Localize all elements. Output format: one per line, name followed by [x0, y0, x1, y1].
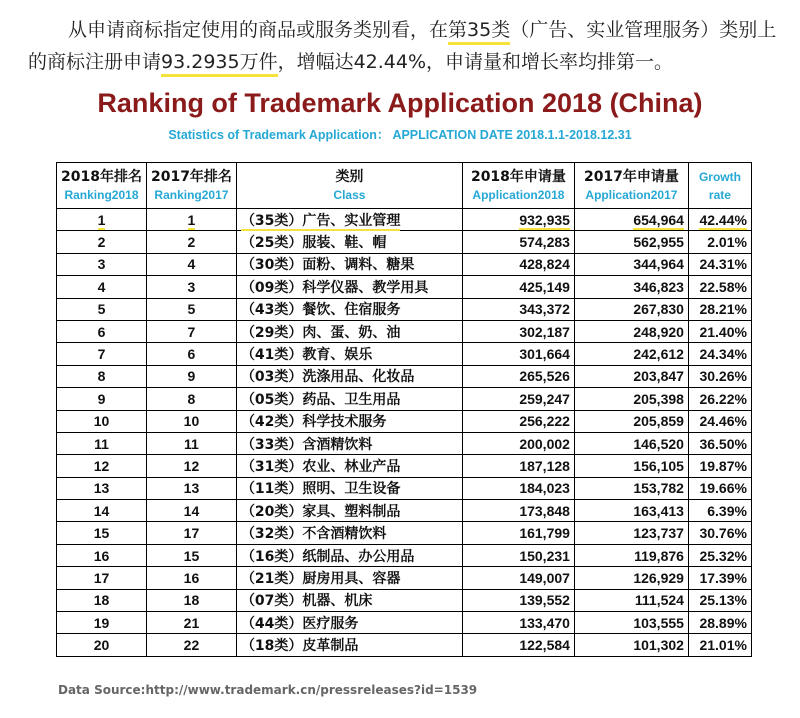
cell-a17: 111,524 — [574, 589, 688, 611]
cell-a18: 187,128 — [462, 455, 574, 477]
cell-r18: 13 — [57, 477, 147, 499]
cell-cls: （18类）皮革制品 — [236, 634, 462, 656]
cell-g: 22.58% — [688, 276, 751, 298]
cell-a17: 163,413 — [574, 500, 688, 522]
cell-r18: 11 — [57, 432, 147, 454]
intro-line-1 — [28, 14, 788, 46]
cell-r17: 21 — [146, 612, 236, 634]
cell-a17: 123,737 — [574, 522, 688, 544]
cell-r17: 2 — [146, 231, 236, 253]
cell-a18: 932,935 — [462, 209, 574, 231]
table-row — [57, 253, 752, 275]
cell-r18: 4 — [57, 276, 147, 298]
cell-cls: （35类）广告、实业管理 — [236, 209, 462, 231]
cell-a18: 425,149 — [462, 276, 574, 298]
cell-g: 24.46% — [688, 410, 751, 432]
table-row — [57, 298, 752, 320]
cell-r18: 1 — [57, 209, 147, 231]
cell-r17: 22 — [146, 634, 236, 656]
cell-cls: （16类）纸制品、办公用品 — [236, 544, 462, 566]
cell-a17: 101,302 — [574, 634, 688, 656]
ranking-table — [56, 162, 752, 657]
cell-cls: （33类）含酒精饮料 — [236, 432, 462, 454]
cell-a17: 248,920 — [574, 320, 688, 342]
cell-a18: 133,470 — [462, 612, 574, 634]
cell-a18: 184,023 — [462, 477, 574, 499]
cell-g: 28.89% — [688, 612, 751, 634]
cell-r17: 10 — [146, 410, 236, 432]
cell-g: 6.39% — [688, 500, 751, 522]
table-row — [57, 365, 752, 387]
page-title: Ranking of Trademark Application 2018 (China) — [97, 88, 703, 118]
cell-r17: 8 — [146, 388, 236, 410]
intro-text: 的商标注册申请 — [28, 51, 162, 73]
intro-highlight-count: 93.2935万件 — [161, 51, 278, 77]
cell-g: 2.01% — [688, 231, 751, 253]
cell-a18: 301,664 — [462, 343, 574, 365]
cell-a17: 146,520 — [574, 432, 688, 454]
table-row — [57, 612, 752, 634]
table-row — [57, 432, 752, 454]
table-row — [57, 634, 752, 656]
cell-r17: 4 — [146, 253, 236, 275]
cell-r18: 3 — [57, 253, 147, 275]
header-rank2018: 2018年排名 Ranking2018 — [57, 163, 147, 209]
cell-a18: 150,231 — [462, 544, 574, 566]
cell-a18: 161,799 — [462, 522, 574, 544]
cell-r17: 17 — [146, 522, 236, 544]
cell-r17: 13 — [146, 477, 236, 499]
intro-highlight-class35: 第35类 — [448, 19, 510, 45]
cell-g: 30.76% — [688, 522, 751, 544]
cell-r17: 18 — [146, 589, 236, 611]
cell-a17: 203,847 — [574, 365, 688, 387]
cell-a18: 428,824 — [462, 253, 574, 275]
cell-r17: 15 — [146, 544, 236, 566]
cell-r18: 17 — [57, 567, 147, 589]
cell-a18: 343,372 — [462, 298, 574, 320]
cell-g: 21.40% — [688, 320, 751, 342]
cell-g: 21.01% — [688, 634, 751, 656]
table-row — [57, 522, 752, 544]
cell-r17: 3 — [146, 276, 236, 298]
cell-cls: （09类）科学仪器、教学用具 — [236, 276, 462, 298]
cell-r18: 20 — [57, 634, 147, 656]
cell-cls: （29类）肉、蛋、奶、油 — [236, 320, 462, 342]
cell-a17: 267,830 — [574, 298, 688, 320]
cell-a17: 654,964 — [574, 209, 688, 231]
cell-r17: 1 — [146, 209, 236, 231]
cell-a18: 200,002 — [462, 432, 574, 454]
cell-r17: 14 — [146, 500, 236, 522]
cell-r18: 5 — [57, 298, 147, 320]
intro-line-2 — [28, 46, 788, 78]
cell-cls: （03类）洗涤用品、化妆品 — [236, 365, 462, 387]
cell-a18: 259,247 — [462, 388, 574, 410]
cell-cls: （43类）餐饮、住宿服务 — [236, 298, 462, 320]
cell-g: 25.32% — [688, 544, 751, 566]
cell-r18: 7 — [57, 343, 147, 365]
cell-r18: 14 — [57, 500, 147, 522]
table-row — [57, 544, 752, 566]
cell-g: 28.21% — [688, 298, 751, 320]
cell-r17: 9 — [146, 365, 236, 387]
intro-text: （广告、实业管理服务）类别上 — [510, 19, 777, 41]
cell-r18: 10 — [57, 410, 147, 432]
cell-a17: 242,612 — [574, 343, 688, 365]
cell-cls: （44类）医疗服务 — [236, 612, 462, 634]
cell-a17: 119,876 — [574, 544, 688, 566]
cell-r18: 19 — [57, 612, 147, 634]
cell-g: 19.66% — [688, 477, 751, 499]
cell-cls: （11类）照明、卫生设备 — [236, 477, 462, 499]
cell-a17: 126,929 — [574, 567, 688, 589]
table-row — [57, 276, 752, 298]
intro-text: ，增幅达42.44%，申请量和增长率均排第一。 — [277, 51, 674, 73]
cell-r18: 8 — [57, 365, 147, 387]
cell-cls: （07类）机器、机床 — [236, 589, 462, 611]
table-row — [57, 500, 752, 522]
cell-g: 30.26% — [688, 365, 751, 387]
cell-r18: 18 — [57, 589, 147, 611]
cell-g: 36.50% — [688, 432, 751, 454]
table-row — [57, 388, 752, 410]
header-growth: Growth rate — [688, 163, 751, 209]
table-row — [57, 320, 752, 342]
header-class: 类别 Class — [236, 163, 462, 209]
cell-g: 42.44% — [688, 209, 751, 231]
cell-r18: 16 — [57, 544, 147, 566]
cell-a18: 574,283 — [462, 231, 574, 253]
table-row — [57, 231, 752, 253]
cell-a17: 156,105 — [574, 455, 688, 477]
cell-a17: 346,823 — [574, 276, 688, 298]
cell-cls: （30类）面粉、调料、糖果 — [236, 253, 462, 275]
table-row — [57, 455, 752, 477]
cell-r17: 6 — [146, 343, 236, 365]
cell-a18: 139,552 — [462, 589, 574, 611]
cell-cls: （05类）药品、卫生用品 — [236, 388, 462, 410]
table-row — [57, 343, 752, 365]
cell-g: 17.39% — [688, 567, 751, 589]
cell-a18: 256,222 — [462, 410, 574, 432]
cell-a18: 265,526 — [462, 365, 574, 387]
table-row — [57, 477, 752, 499]
cell-a17: 205,398 — [574, 388, 688, 410]
page-subtitle: Statistics of Trademark Application： APPLICATION DATE 2018.1.1-2018.12.31 — [168, 128, 632, 142]
cell-cls: （21类）厨房用具、容器 — [236, 567, 462, 589]
table-row — [57, 589, 752, 611]
cell-cls: （25类）服装、鞋、帽 — [236, 231, 462, 253]
cell-r18: 9 — [57, 388, 147, 410]
cell-r17: 7 — [146, 320, 236, 342]
cell-a17: 153,782 — [574, 477, 688, 499]
cell-g: 19.87% — [688, 455, 751, 477]
cell-r18: 2 — [57, 231, 147, 253]
cell-g: 24.34% — [688, 343, 751, 365]
cell-cls: （41类）教育、娱乐 — [236, 343, 462, 365]
cell-r17: 12 — [146, 455, 236, 477]
header-rank2017: 2017年排名 Ranking2017 — [146, 163, 236, 209]
cell-a17: 562,955 — [574, 231, 688, 253]
cell-a18: 122,584 — [462, 634, 574, 656]
cell-a17: 205,859 — [574, 410, 688, 432]
cell-a18: 149,007 — [462, 567, 574, 589]
table-row — [57, 567, 752, 589]
data-source: Data Source:http://www.trademark.cn/pressreleases?id=1539 — [58, 683, 478, 697]
cell-a17: 103,555 — [574, 612, 688, 634]
cell-cls: （20类）家具、塑料制品 — [236, 500, 462, 522]
table-row — [57, 209, 752, 231]
intro-paragraph — [28, 14, 788, 78]
table-row — [57, 410, 752, 432]
cell-a17: 344,964 — [574, 253, 688, 275]
cell-r18: 15 — [57, 522, 147, 544]
cell-cls: （32类）不含酒精饮料 — [236, 522, 462, 544]
header-app2017: 2017年申请量 Application2017 — [574, 163, 688, 209]
cell-cls: （42类）科学技术服务 — [236, 410, 462, 432]
cell-a18: 302,187 — [462, 320, 574, 342]
cell-g: 24.31% — [688, 253, 751, 275]
cell-a18: 173,848 — [462, 500, 574, 522]
cell-r17: 11 — [146, 432, 236, 454]
cell-cls: （31类）农业、林业产品 — [236, 455, 462, 477]
table-header-row — [57, 163, 752, 209]
cell-r18: 12 — [57, 455, 147, 477]
cell-r17: 5 — [146, 298, 236, 320]
intro-text: 从申请商标指定使用的商品或服务类别看，在 — [68, 19, 449, 41]
header-app2018: 2018年申请量 Application2018 — [462, 163, 574, 209]
cell-g: 25.13% — [688, 589, 751, 611]
cell-r17: 16 — [146, 567, 236, 589]
cell-g: 26.22% — [688, 388, 751, 410]
cell-r18: 6 — [57, 320, 147, 342]
table-body — [57, 209, 752, 657]
